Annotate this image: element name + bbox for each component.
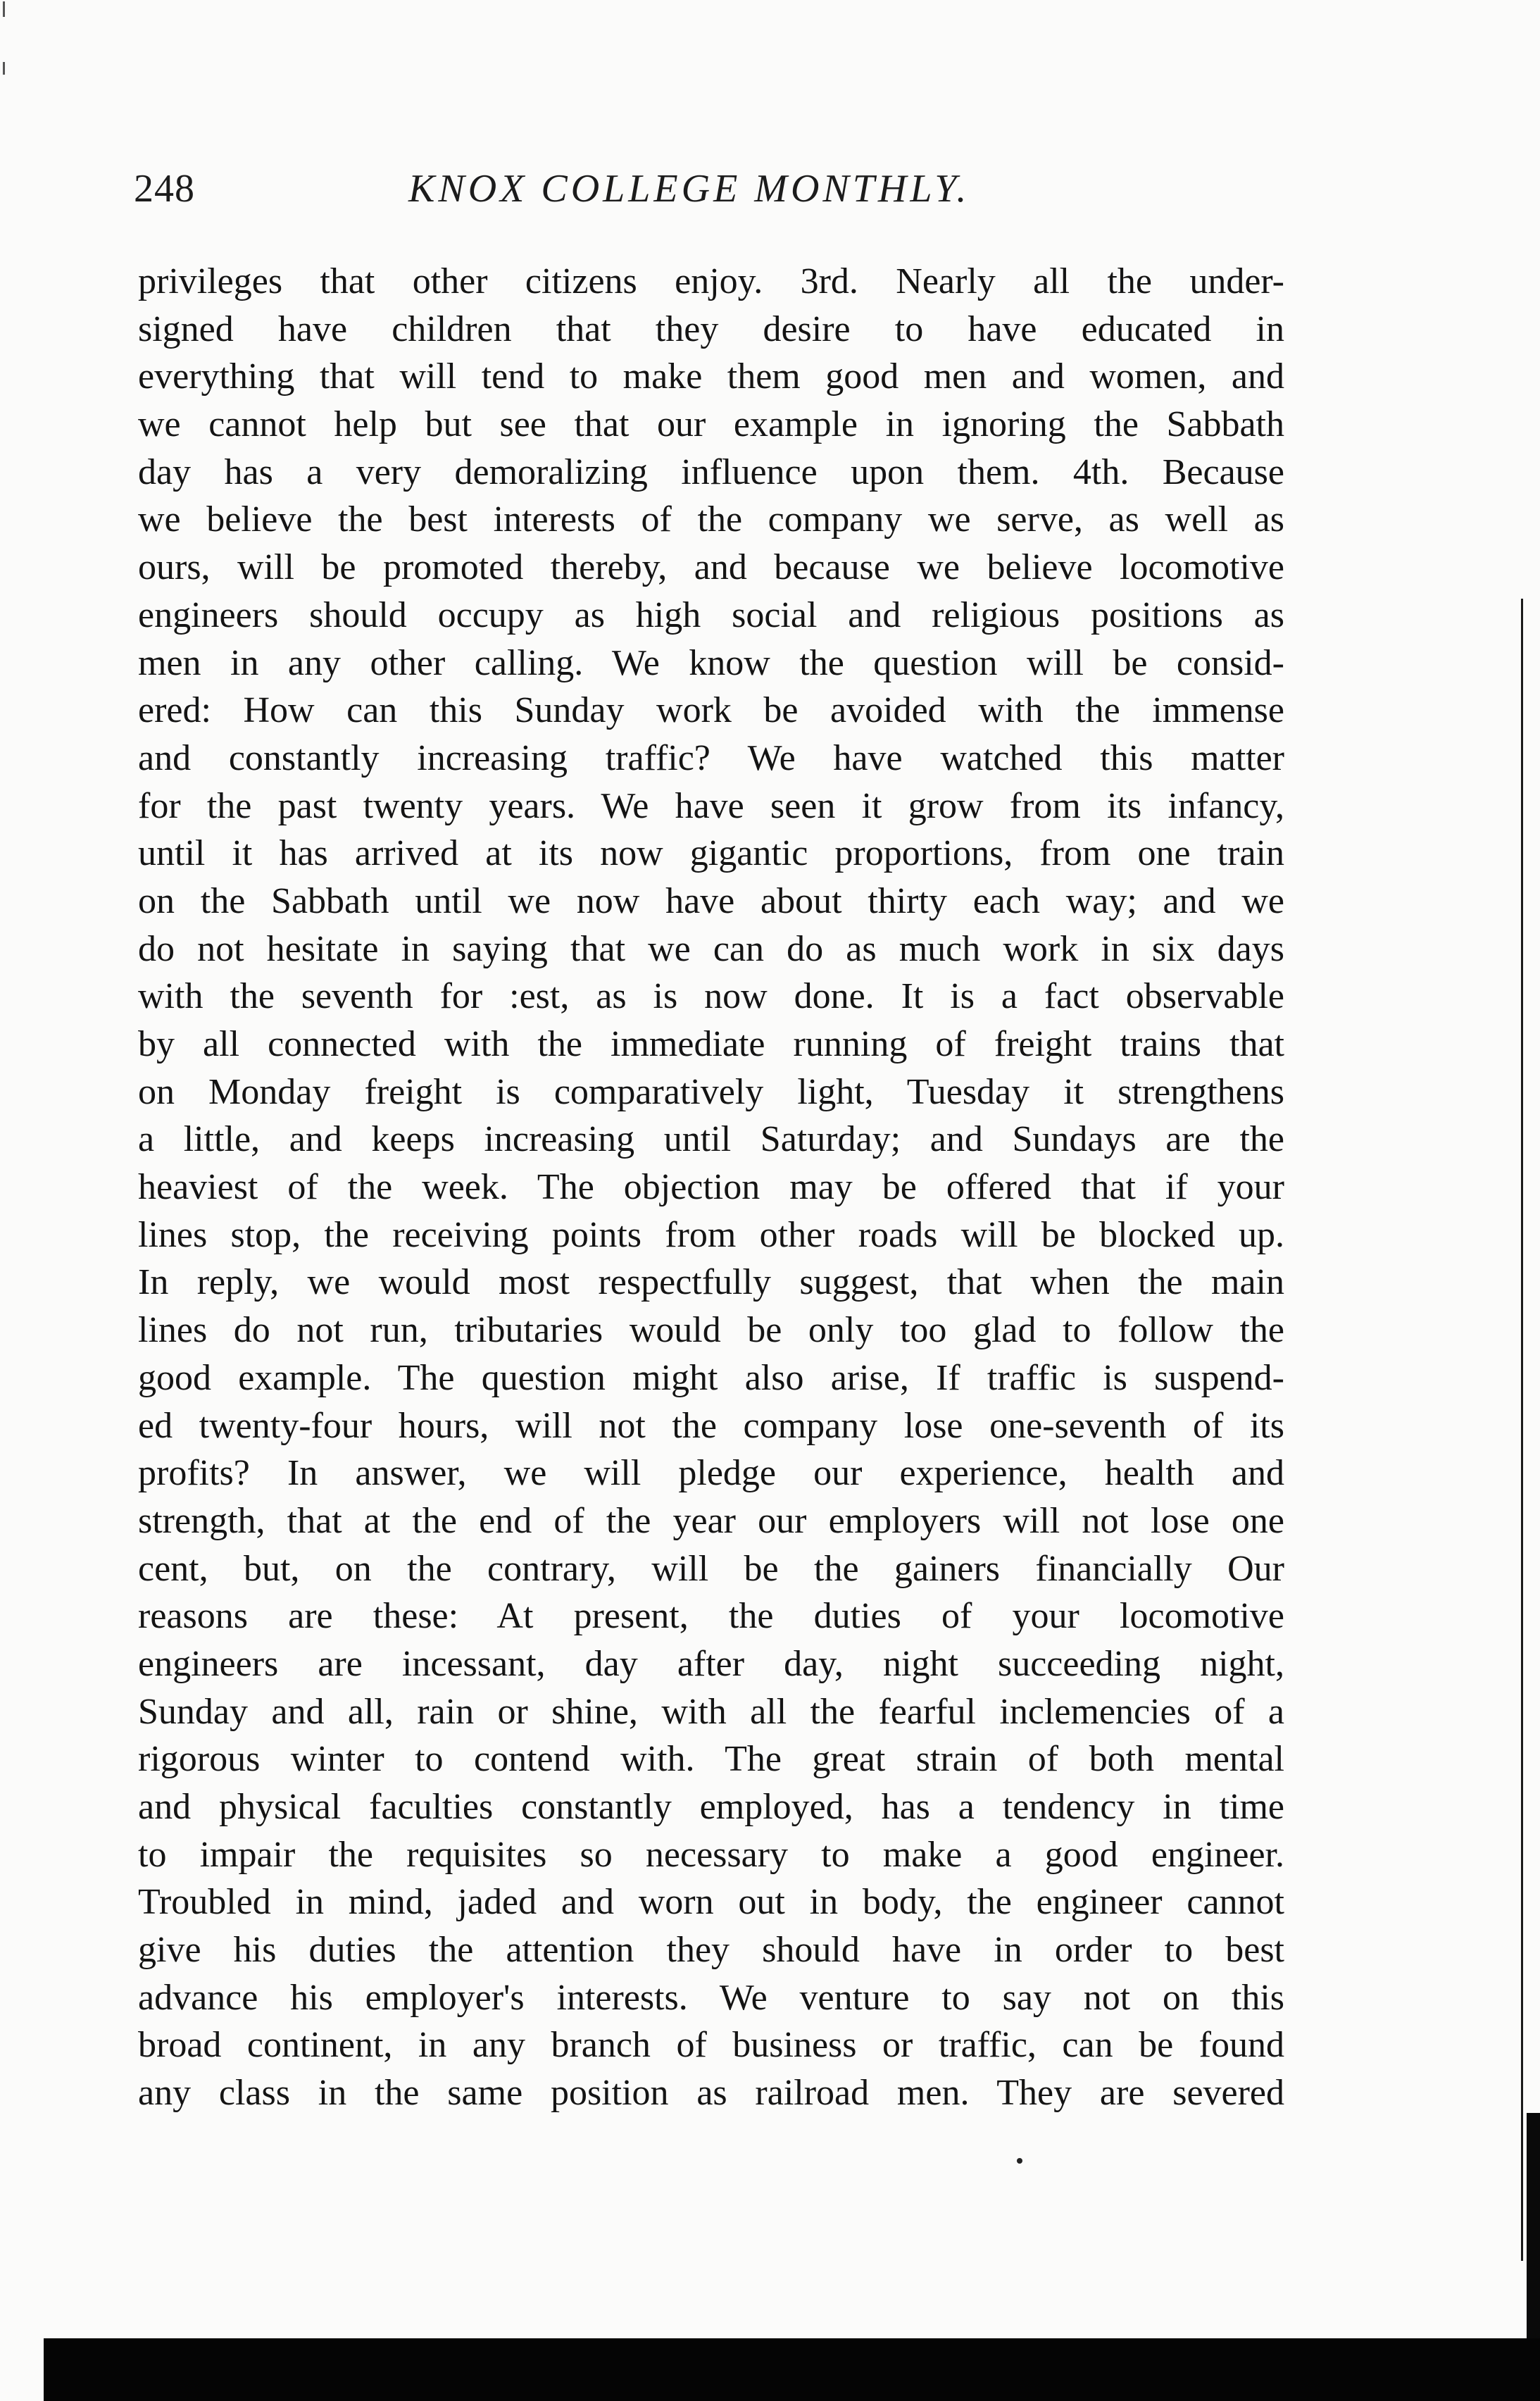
text-line: on Monday freight is comparatively light, Tuesday it strengthens (138, 1071, 1284, 1112)
stray-ink-dot (1017, 2158, 1022, 2164)
text-line: ered: How can this Sunday work be avoided with the immense (138, 690, 1284, 731)
scan-margin-mark (3, 62, 5, 75)
text-line: and constantly increasing traffic? We have watched this matter (138, 737, 1284, 778)
text-line: signed have children that they desire to have educated in (138, 308, 1284, 349)
text-line: to impair the requisites so necessary to make a good engineer. (138, 1834, 1284, 1875)
text-line: day has a very demoralizing influence upon them. 4th. Because (138, 451, 1284, 492)
text-line: In reply, we would most respectfully suggest, that when the main (138, 1262, 1284, 1303)
text-line: Sunday and all, rain or shine, with all the fearful inclemencies of a (138, 1691, 1284, 1732)
page-number: 248 (134, 167, 195, 211)
text-line: until it has arrived at its now gigantic proportions, from one train (138, 833, 1284, 874)
text-line: reasons are these: At present, the duties of your locomotive (138, 1596, 1284, 1637)
text-line: privileges that other citizens enjoy. 3rd. Nearly all the under- (138, 261, 1284, 301)
text-line: on the Sabbath until we now have about thirty each way; and we (138, 880, 1284, 921)
text-line: men in any other calling. We know the question will be consid- (138, 642, 1284, 683)
text-line: rigorous winter to contend with. The great strain of both mental (138, 1739, 1284, 1780)
scan-edge-shadow (1521, 599, 1523, 2261)
text-line: ours, will be promoted thereby, and because we believe locomotive (138, 547, 1284, 588)
journal-title: KNOX COLLEGE MONTHLY. (408, 167, 970, 211)
text-line: do not hesitate in saying that we can do as much work in six days (138, 928, 1284, 969)
text-line: heaviest of the week. The objection may be offered that if your (138, 1167, 1284, 1208)
text-line: lines stop, the receiving points from other roads will be blocked up. (138, 1214, 1284, 1255)
text-line: everything that will tend to make them good men and women, and (138, 356, 1284, 397)
body-text (138, 258, 1284, 2117)
text-line: strength, that at the end of the year our employers will not lose one (138, 1500, 1284, 1541)
text-line: we believe the best interests of the company we serve, as well as (138, 499, 1284, 540)
text-line: with the seventh for :est, as is now done. It is a fact observable (138, 976, 1284, 1017)
running-head (134, 166, 1289, 223)
text-line: a little, and keeps increasing until Saturday; and Sundays are the (138, 1119, 1284, 1160)
text-line: give his duties the attention they should have in order to best (138, 1930, 1284, 1971)
text-line: we cannot help but see that our example in ignoring the Sabbath (138, 404, 1284, 445)
text-line: profits? In answer, we will pledge our experience, health and (138, 1453, 1284, 1494)
text-line: good example. The question might also arise, If traffic is suspend- (138, 1357, 1284, 1398)
text-line: any class in the same position as railroad men. They are severed (138, 2073, 1284, 2114)
text-line: ed twenty-four hours, will not the company lose one-seventh of its (138, 1405, 1284, 1446)
text-line: lines do not run, tributaries would be only too glad to follow the (138, 1310, 1284, 1351)
text-line: cent, but, on the contrary, will be the gainers financially Our (138, 1548, 1284, 1589)
text-line: advance his employer's interests. We venture to say not on this (138, 1977, 1284, 2018)
text-line: for the past twenty years. We have seen it grow from its infancy, (138, 785, 1284, 826)
text-line: engineers should occupy as high social and religious positions as (138, 594, 1284, 635)
scan-margin-mark (3, 1, 5, 17)
text-line: and physical faculties constantly employed, has a tendency in time (138, 1787, 1284, 1827)
text-line: broad continent, in any branch of business or traffic, can be found (138, 2025, 1284, 2066)
text-line: Troubled in mind, jaded and worn out in body, the engineer cannot (138, 1882, 1284, 1923)
text-line: engineers are incessant, day after day, night succeeding night, (138, 1643, 1284, 1684)
text-line: by all connected with the immediate running of freight trains that (138, 1024, 1284, 1064)
scan-bottom-shadow (44, 2338, 1540, 2401)
